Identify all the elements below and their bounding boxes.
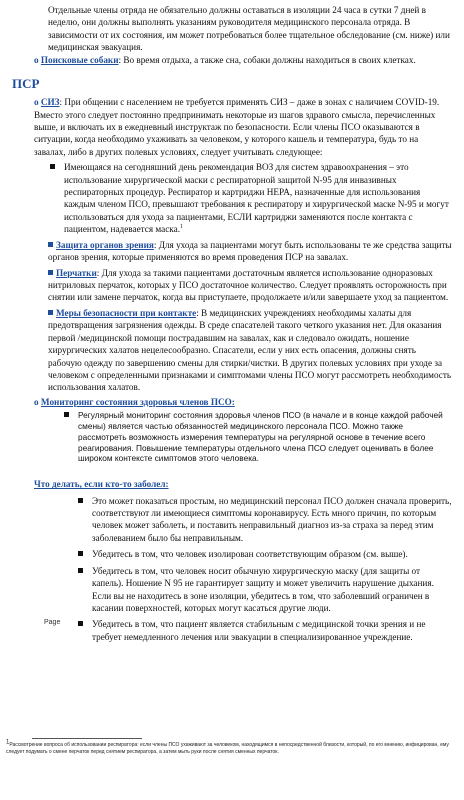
page-label: Page <box>44 619 61 626</box>
safety-text: : В медицинских учреждениях необходимы халаты для предотвращения загрязнения одежды. В среде спасателей такого четкого указания нет. Для оказания первой /медицинской помощи пострадавшим на завалах, как и следовало ожидать, ношение хирургических халатов нецелесообразно. Спасатели, если у них есть опасения, должны снять рабочую одежду по завершению смены для стирки/чистки. В других полевых условиях при уходе за человеком с определенными признаками и симптомами члены ПСО могут рассмотреть необходимость использования халатов. <box>48 307 452 393</box>
bullet-icon <box>48 242 53 247</box>
sick-item-4: Убедитесь в том, что пациент является стабильным с медицинской точки зрения и не требует немедленного лечения или эвакуации в специализированное учреждение. <box>76 618 452 643</box>
safety-paragraph <box>48 307 452 394</box>
monitoring-text: Регулярный мониторинг состояния здоровья членов ПСО (в начале и в конце каждой рабочей смены) является частью обязанностей медицинского персонала ПСО. Можно также рассмотреть возможность измерения температуры на регулярной основе в течение всего реагирования. Повышение температуры отдельного члена ПСО следует оценивать в более широком контексте симптомов этого человека. <box>78 410 443 464</box>
intro-paragraph: Отдельные члены отряда не обязательно должны оставаться в изоляции 24 часа в сутки 7 дней в неделю, они должны выполнять указаниям руководителя медицинского персонала отряда. В зависимости от их состояния, им может потребоваться более тщательное обследование (см. ниже) или медицинская эвакуация. <box>48 5 450 53</box>
bullet-icon <box>78 568 83 573</box>
siz-label: СИЗ <box>40 97 60 108</box>
eye-text: : Для ухода за пациентами могут быть использованы те же средства защиты органов зрения, которые применяются во время проведения ПСР на завалах. <box>48 239 452 263</box>
bullet-icon <box>48 270 53 275</box>
bullet-icon <box>78 621 83 626</box>
psr-heading: ПСР <box>12 76 40 92</box>
who-bullet <box>48 161 452 236</box>
bullet-icon <box>48 310 53 315</box>
eye-paragraph <box>48 239 452 264</box>
footnote-divider <box>32 738 142 739</box>
gloves-label: Перчатки <box>56 267 97 278</box>
siz-paragraph: o СИЗ: При общении с населением не требуется применять СИЗ – даже в зонах с наличием COVID-19. Вместо этого следует постоянно предпринимать некоторые из шагов здравого смысла, перечисленных выше, и включать их в ежедневный инструктаж по безопасности. Если члены ПСО оказываются в ситуации, когда необходимо ухаживать за человеком, у которого кашель и температура, будь то на завалах, либо в других полевых условиях, следует учитывать следующее: <box>34 97 440 157</box>
dogs-paragraph: o Поисковые собаки: Во время отдыха, а также сна, собаки должны находиться в своих клетках. <box>34 54 416 65</box>
gloves-text: : Для ухода за такими пациентами достаточным является использование одноразовых нитриловых перчаток, которых у ПСО достаточное количество. Следует проявлять осторожность при снятии или замене перчаток, когда вы приступаете, продолжаете и/или завершаете уход за пациентом. <box>48 267 449 303</box>
monitoring-heading: o Мониторинг состояния здоровья членов ПСО: <box>34 396 235 407</box>
bullet-icon <box>78 498 83 503</box>
bullet-icon <box>50 164 55 169</box>
who-bullet-text: Имеющаяся на сегодняшний день рекомендация ВОЗ для систем здравоохранения – это использование хирургической маски с респираторной защитой N-95 для инвазивных респираторных процедур. Респиратор и картриджи HEPA, назначенные для использования каждым членом ПСО, превышают требования к респиратору и хирургической маске N-95 и могут использоваться для ухода за пациентами, ЕСЛИ картриджи заменяются после контакта с пациентом, надевается маска. <box>64 162 449 235</box>
siz-text: : При общении с населением не требуется применять СИЗ – даже в зонах с наличием COVID-19. Вместо этого следует постоянно предпринимать некоторые из шагов здравого смысла, перечисленных выше, и включать их в ежедневный инструктаж по безопасности. Если члены ПСО оказываются в ситуации, когда необходимо ухаживать за человеком, у которого кашель и температура, будь то на завалах, либо в других полевых условиях, следует учитывать следующее: <box>34 97 440 157</box>
sick-item-2: Убедитесь в том, что человек изолирован соответствующим образом (см. выше). <box>76 548 452 560</box>
safety-label: Меры безопасности при контакте <box>56 307 197 318</box>
gloves-paragraph <box>48 267 452 304</box>
bullet-icon <box>78 551 83 556</box>
monitoring-bullet <box>62 410 452 464</box>
sick-item-1: Это может показаться простым, но медицинский персонал ПСО должен сначала проверить, соответствуют ли имеющиеся симптомы коронавирусу. Есть много причин, по которым человек может заболеть, и поставить неправильный диагноз из-за страха за перед этим заболеванием было бы неправильным. <box>76 495 452 545</box>
sick-item-3: Убедитесь в том, что человек носит обычную хирургическую маску (для защиты от капель). Ношение N 95 не гарантирует защиту и может увеличить нарушение дыхания. Если вы не находитесь в зоне изоляции, убедитесь в том, что заболевший ограничен в касании поверхностей, которых могут касаться другие люди. <box>76 565 452 615</box>
footnote-ref: 1 <box>180 224 183 231</box>
sick-heading: Что делать, если кто-то заболел: <box>34 479 169 490</box>
bullet-icon <box>64 412 69 417</box>
dogs-label: Поисковые собаки <box>40 54 119 65</box>
dogs-text: : Во время отдыха, а также сна, собаки должны находиться в своих клетках. <box>118 54 416 65</box>
eye-label: Защита органов зрения <box>56 239 154 250</box>
footnote: $^1$Рассмотрение вопроса об использовании респиратора: если члены ПСО ухаживают за человеком, находящимся в непосредственной близости, который, по его мнению, инфицирован, ему следует подумать о смене перчаток перед снятием респиратора, а затем мыть руки после снятия сменных перчаток. <box>6 739 449 756</box>
